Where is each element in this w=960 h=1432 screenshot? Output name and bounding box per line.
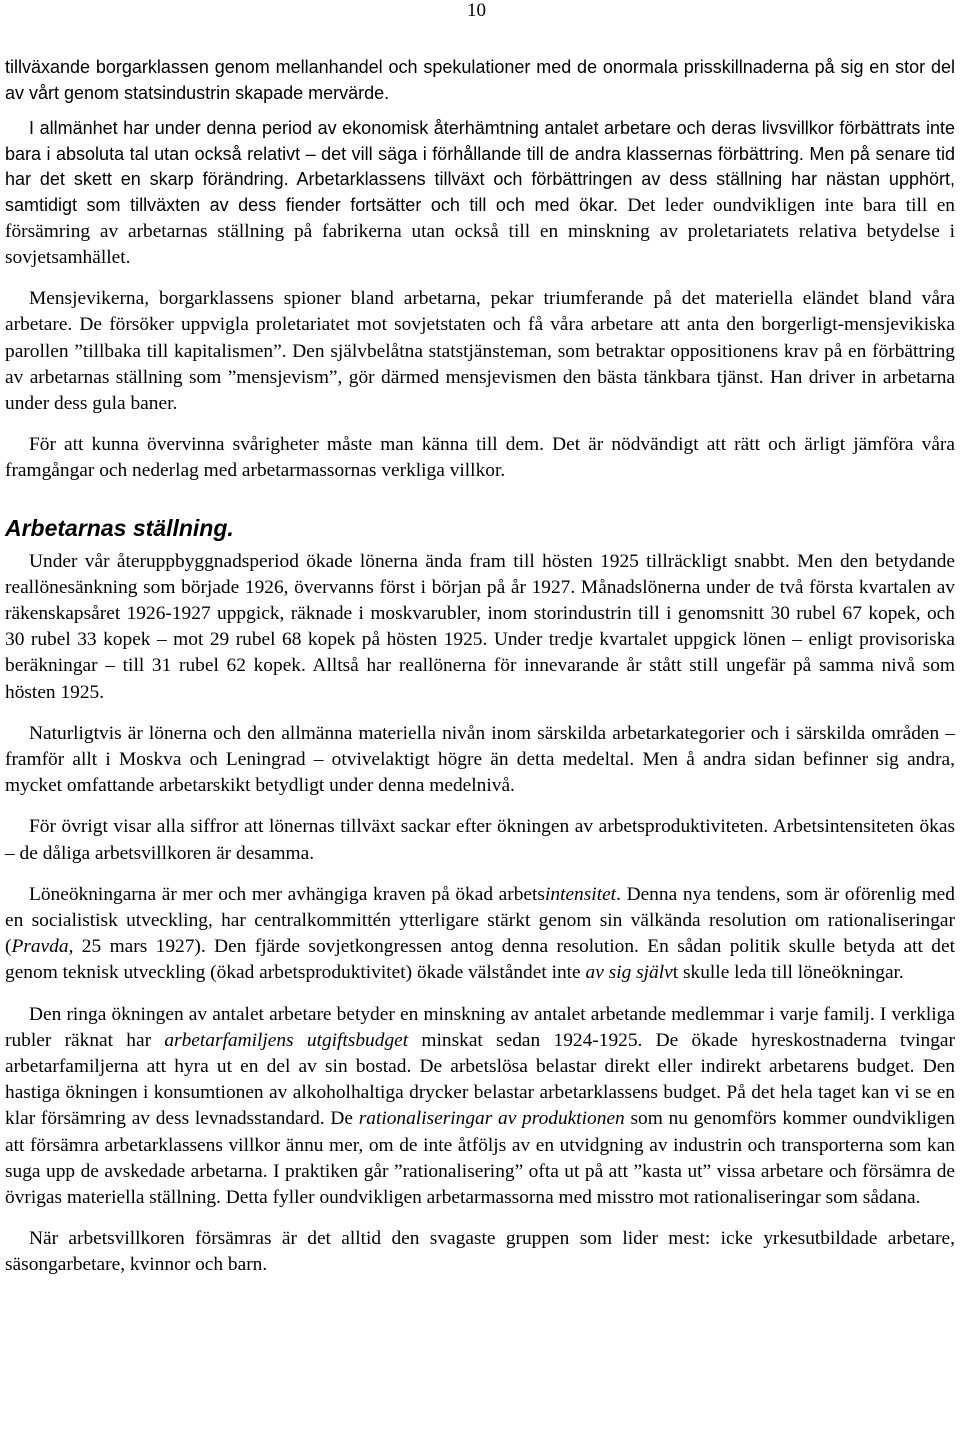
- p8-text-c: . Denna nya tendens, som är oförenlig med en socialistisk utveckling, har centralkommittén ytterligare stärkt genom sin välkända resolution om rationaliseringar (: [5, 883, 955, 958]
- paragraph-2-serif: Det leder oundvikligen inte bara till en försämring av arbetarnas ställning på fabrikerna utan också till en minskning av proletariatets relativa betydelse i sovjetsamhället.: [5, 194, 955, 268]
- paragraph-5: Under vår återuppbyggnadsperiod ökade lönerna ända fram till hösten 1925 tillräckligt snabbt. Men den betydande reallönesänkning som började 1926, övervanns först i början på år 1927. Månadslönerna under de två första kvartalen av räkenskapsåret 1926-1927 uppgick, räknade i moskvarubler, inom storindustrin till i genomsnitt 30 rubel 67 kopek, och 30 rubel 33 kopek – mot 29 rubel 68 kopek på hösten 1925. Under tredje kvartalet uppgick lönen – enligt provisoriska beräkningar – till 31 rubel 62 kopek. Alltså har reallönerna för innevarande år stått still ungefär på samma nivå som hösten 1925.: [5, 550, 955, 703]
- p9-text-c: minskat sedan 1924-1925. De ökade hyreskostnaderna tvingar arbetarfamiljerna att hyra ut en del av sin bostad. De arbetslösa belastar direkt eller indirekt arbetarens budget. Den hastiga ökningen i konsumtionen av alkoholhaltiga drycker belastar arbetarklassens budget. På det hela taget kan vi se en klar försämring av dess levnadsstandard. De: [5, 1029, 955, 1130]
- p8-emphasis-intensitet: intensitet: [544, 883, 617, 905]
- document-body: [5, 55, 955, 1279]
- paragraph-3: Mensjevikerna, borgarklassens spioner bland arbetarna, pekar triumferande på det materiella eländet bland våra arbetare. De försöker uppvigla proletariatet mot sovjetstaten och få våra arbetare att anta den borgerligt-mensjevikiska parollen ”tillbaka till kapitalismen”. Den självbelåtna statstjänsteman, som betraktar oppositionens krav på en förbättring av arbetarnas ställning som ”mensjevism”, gör därmed mensjevismen den bästa tänkbara tjänst. Han driver in arbetarna under dess gula baner.: [5, 288, 955, 414]
- p8-text-e: , 25 mars 1927). Den fjärde sovjetkongressen antog denna resolution. En sådan politik skulle betyda att det genom teknisk utveckling (ökad arbetsproduktivitet) ökade välståndet inte: [5, 936, 955, 984]
- paragraph-10: När arbetsvillkoren försämras är det alltid den svagaste gruppen som lider mest: icke yrkesutbildade arbetare, säsongarbetare, kvinnor och barn.: [5, 1228, 955, 1276]
- p8-emphasis-pravda: Pravda: [11, 936, 69, 958]
- p8-text-g: t skulle leda till löneökningar.: [672, 962, 904, 984]
- paragraph-9: [5, 1002, 955, 1212]
- paragraph-7: För övrigt visar alla siffror att lönernas tillväxt sackar efter ökningen av arbetsproduktiviteten. Arbetsintensiteten ökas – de dåliga arbetsvillkoren är desamma.: [5, 816, 955, 864]
- paragraph-1: tillväxande borgarklassen genom mellanhandel och spekulationer med de onormala prisskillnaderna på sig en stor del av vårt genom statsindustrin skapade mervärde.: [5, 57, 955, 103]
- paragraph-6: Naturligtvis är lönerna och den allmänna materiella nivån inom särskilda arbetarkategorier och i särskilda områden – framför allt i Moskva och Leningrad – otvivelaktigt högre än detta medeltal. Men å andra sidan befinner sig andra, mycket omfattande arbetarskikt betydligt under denna medelnivå.: [5, 722, 955, 797]
- p9-text-a: Den ringa ökningen av antalet arbetare betyder en minskning av antalet arbetande medlemmar i varje familj. I verkliga rubler räknat har: [5, 1003, 955, 1051]
- paragraph-2: [5, 116, 955, 271]
- p9-emphasis-rationaliseringar: rationaliseringar av produktionen: [358, 1108, 625, 1130]
- page-number: 10: [467, 0, 486, 21]
- paragraph-8: [5, 882, 955, 987]
- p9-emphasis-budget: arbetarfamiljens utgiftsbudget: [164, 1029, 409, 1051]
- paragraph-4: För att kunna övervinna svårigheter måste man känna till dem. Det är nödvändigt att rätt och ärligt jämföra våra framgångar och nederlag med arbetarmassornas verkliga villkor.: [5, 434, 955, 482]
- p9-text-e: som nu genomförs kommer oundvikligen att försämra arbetarklassens villkor ännu mer, om de inte åtföljs av en utvidgning av industrin och transporterna som kan suga upp de avskedade arbetarna. I praktiken går ”rationalisering” ofta ut på att ”kasta ut” vissa arbetare och försämra de övrigas materiella ställning. Detta fyller oundvikligen arbetarmassorna med misstro mot rationaliseringar som sådana.: [5, 1108, 956, 1208]
- p8-text-a: Löneökningarna är mer och mer avhängiga kraven på ökad arbets: [29, 883, 545, 905]
- paragraph-2-sans: I allmänhet har under denna period av ekonomisk återhämtning antalet arbetare och deras livsvillkor förbättrats inte bara i absoluta tal utan också relativt – det vill säga i förhållande till de andra klassernas förbättring. Men på senare tid har det skett en skarp förändring. Arbetarklassens tillväxt och förbättringen av dess ställning har nästan upphört, samtidigt som tillväxten av dess fiender fortsätter och till och med ökar.: [5, 118, 955, 215]
- section-heading: Arbetarnas ställning.: [5, 514, 234, 541]
- p8-emphasis-av-sig-sjalv: av sig själv: [585, 962, 673, 984]
